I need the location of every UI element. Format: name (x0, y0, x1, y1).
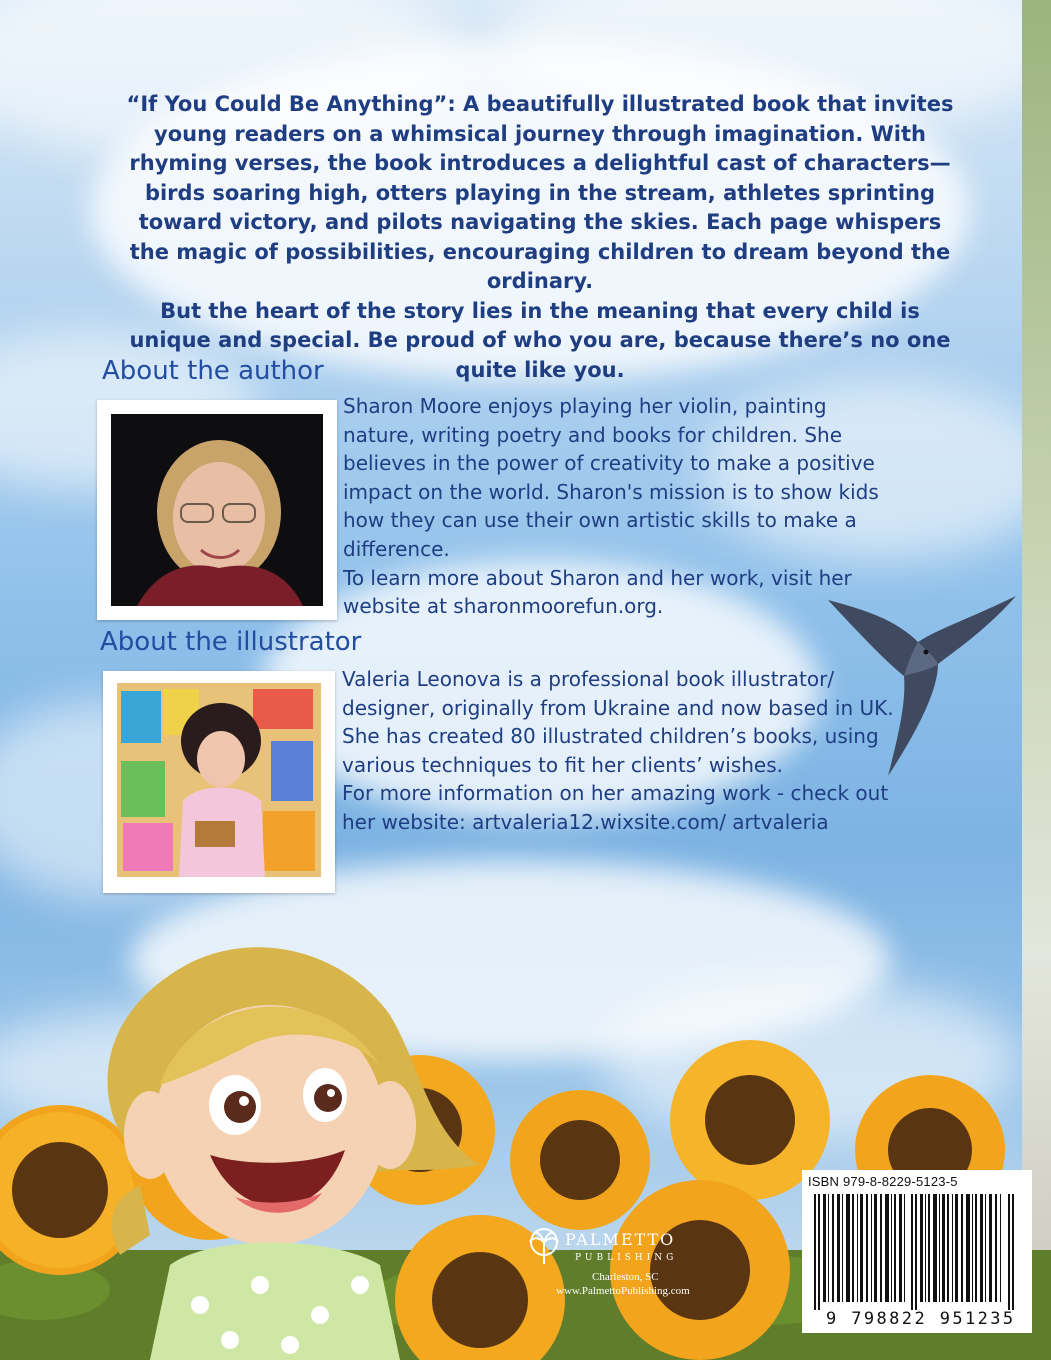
palm-tree-icon (527, 1228, 561, 1268)
about-author-heading: About the author (102, 356, 324, 386)
publisher-subtitle: PUBLISHING (575, 1253, 678, 1263)
illustrator-photo (103, 671, 335, 893)
barcode-number: 9 798822 951235 (826, 1309, 1016, 1329)
girl-illustration (60, 935, 490, 1360)
illustrator-bio-text: Valeria Leonova is a professional book illustrator/ designer, originally from Ukraine and now based in UK. She has created 80 illustrated children’s books, using various techniques to fit her clients’ wishes. (342, 667, 894, 777)
publisher-url: www.PalmettoPublishing.com (556, 1285, 690, 1297)
sunflower (510, 1090, 650, 1230)
publisher-name: PALMETTO (565, 1230, 676, 1249)
publisher-city: Charleston, SC (592, 1271, 659, 1283)
author-bio (343, 392, 903, 621)
isbn-barcode (802, 1170, 1032, 1333)
sunflower (610, 1180, 790, 1360)
author-website-text: To learn more about Sharon and her work, visit her website at sharonmoorefun.org. (343, 565, 852, 619)
about-illustrator-heading: About the illustrator (100, 627, 362, 657)
barcode-bars (814, 1194, 1020, 1310)
book-blurb (120, 90, 960, 385)
blurb-paragraph-1: “If You Could Be Anything”: A beautifully illustrated book that invites young readers on a whimsical journey through imagination. With rhyming verses, the book introduces a delightful cast of characters—birds soaring high, otters playing in the stream, athletes sprinting toward victory, and pilots navigating the skies. Each page whispers the magic of possibilities, encouraging children to dream beyond the ordinary. (126, 92, 954, 293)
author-photo (97, 400, 337, 620)
illustrator-bio (342, 665, 902, 837)
illustrator-website-text: For more information on her amazing work - check out her website: artvaleria12.wixsite.com/ artvaleria (342, 781, 889, 834)
author-bio-text: Sharon Moore enjoys playing her violin, painting nature, writing poetry and books for children. She believes in the power of creativity to make a positive impact on the world. Sharon's mission is to show kids how they can use their own artistic skills to make a difference. (343, 394, 879, 561)
isbn-label: ISBN 979-8-8229-5123-5 (808, 1174, 958, 1189)
blurb-paragraph-2: But the heart of the story lies in the meaning that every child is unique and special. Be proud of who you are, because there’s no one quite like you. (129, 298, 951, 382)
